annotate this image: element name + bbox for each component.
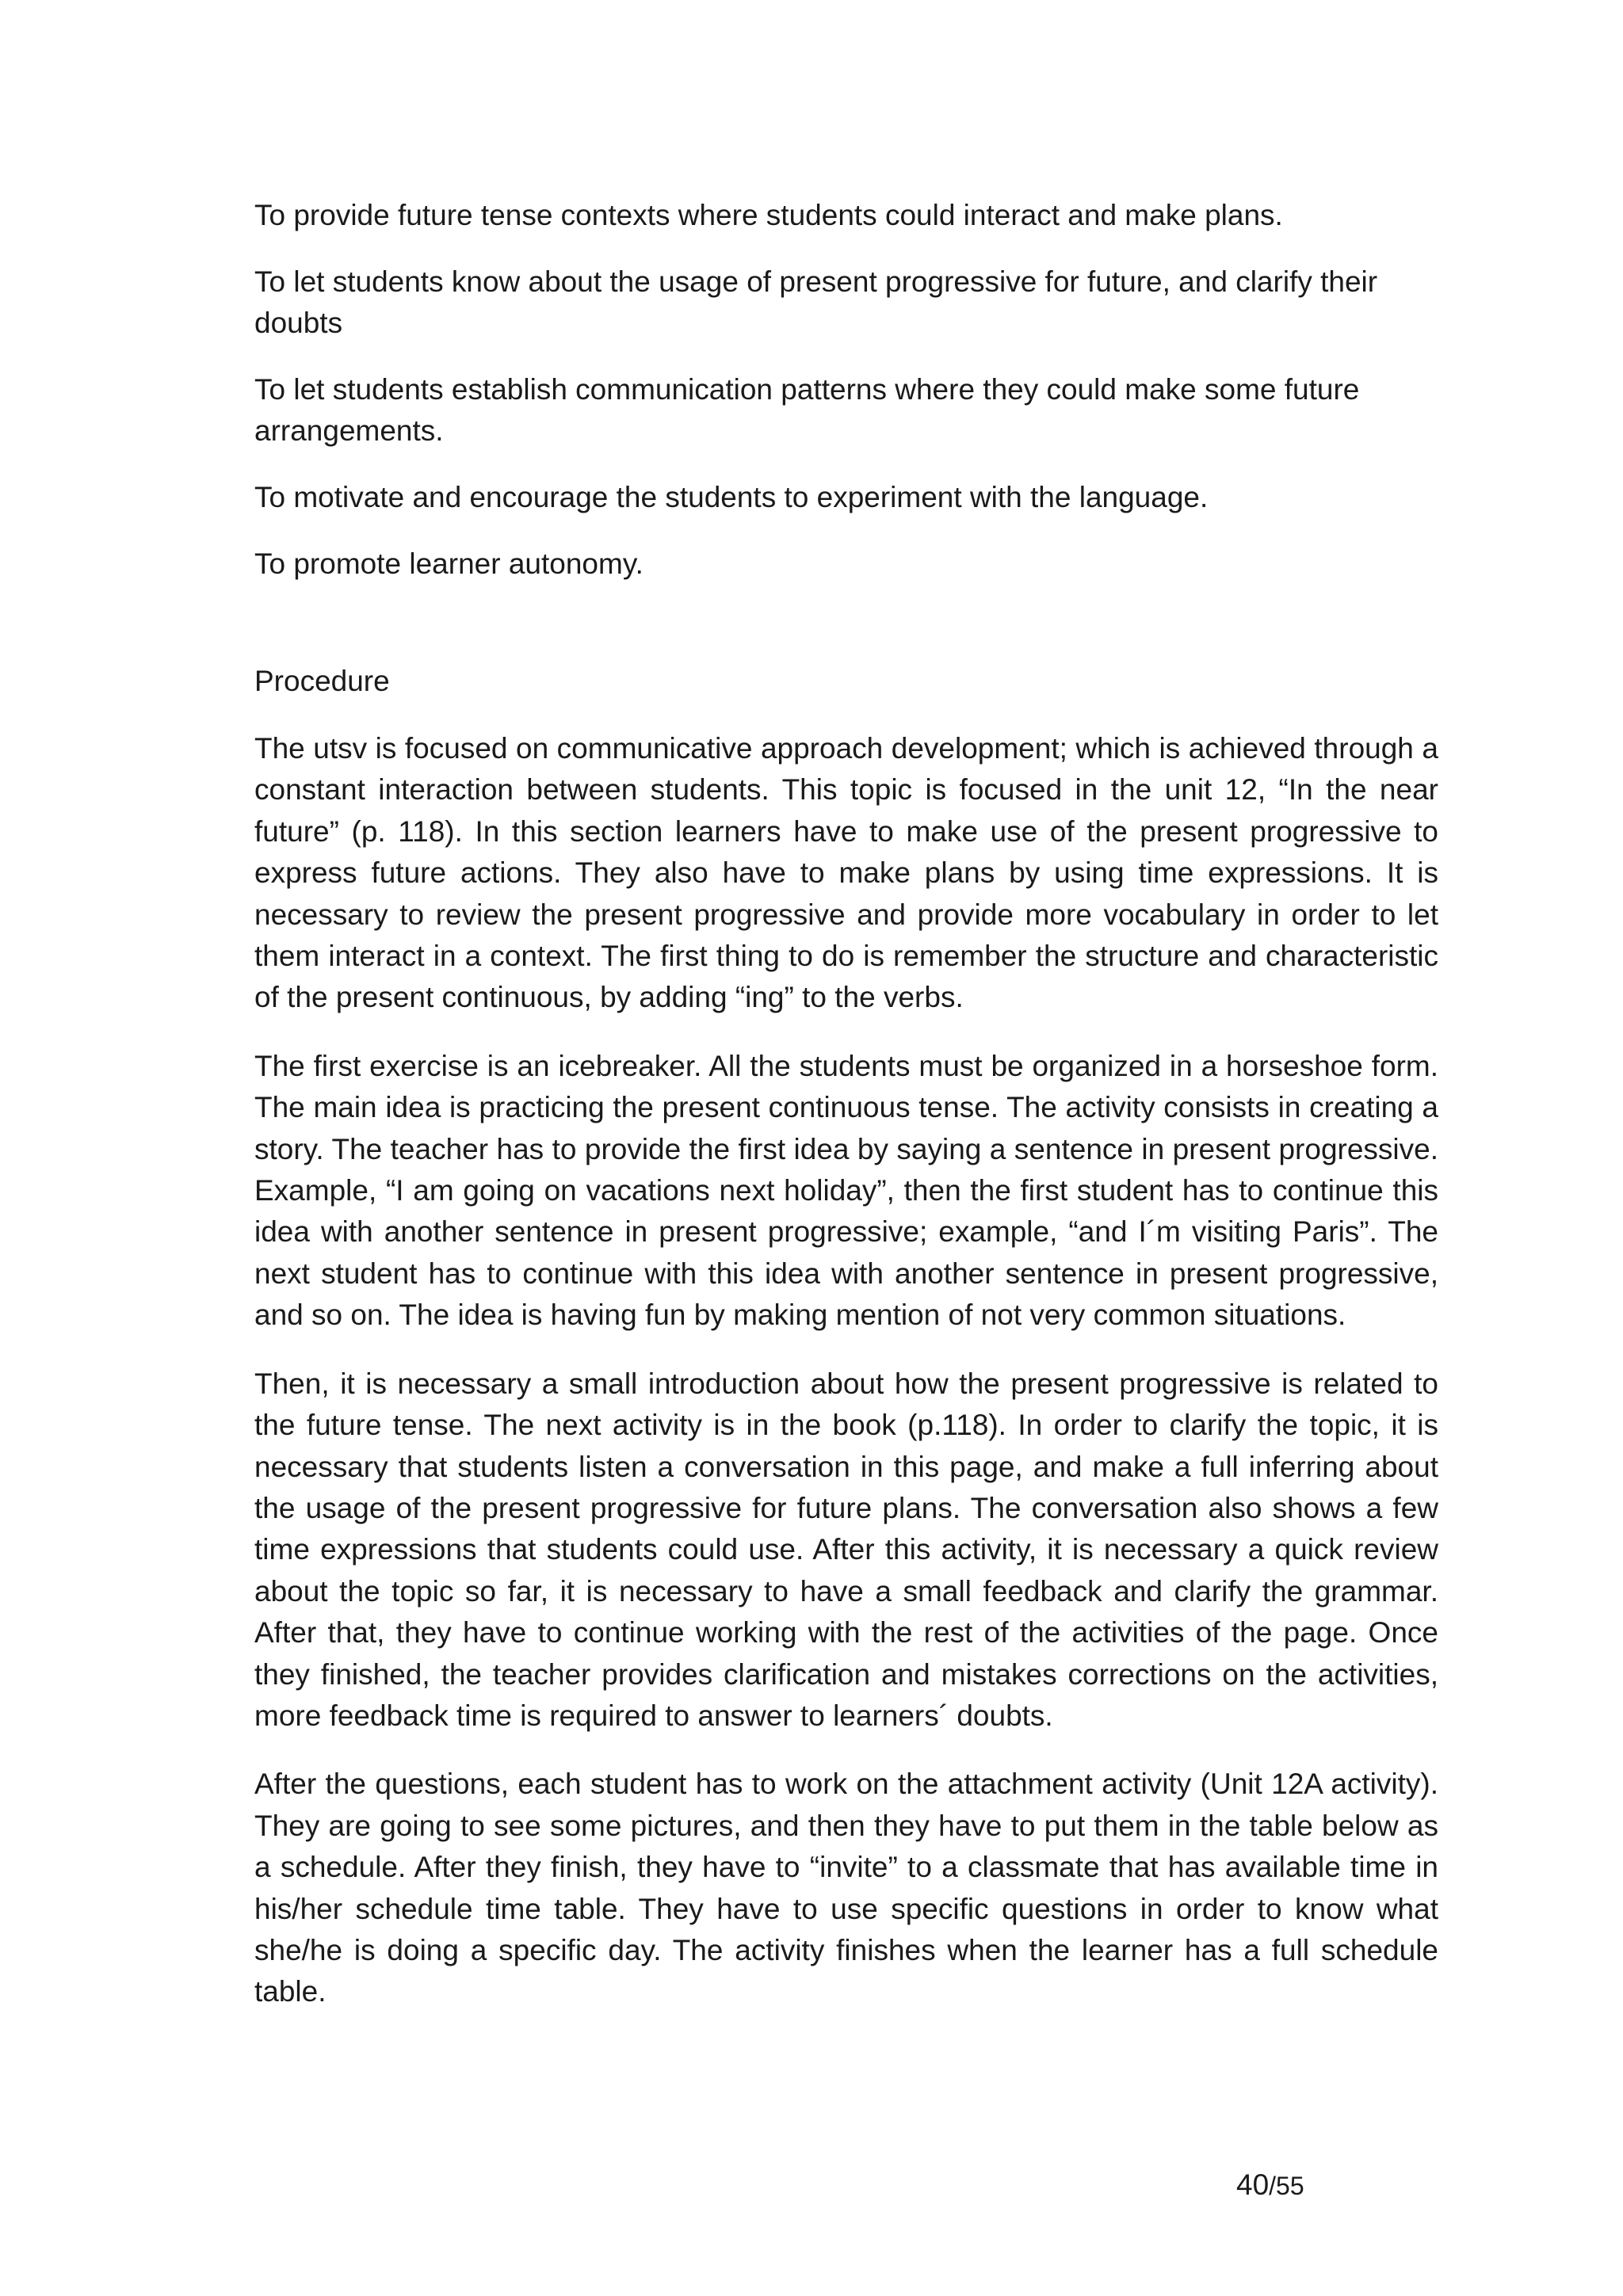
procedure-paragraph: After the questions, each student has to work on the attachment activity (Unit 12A activity). They are going to see some pictures, and then they have to put them in the table below as a schedule. After they finish, they have to “invite” to a classmate that has available time in his/her schedule time table. They have to use specific questions in order to know what she/he is doing a specific day. The activity finishes when the learner has a full schedule table. <box>254 1768 1438 2008</box>
procedure-paragraph: Then, it is necessary a small introduction about how the present progressive is related to the future tense. The next activity is in the book (p.118). In order to clarify the topic, it is necessary that students listen a conversation in this page, and make a full inferring about the usage of the present progressive for future plans. The conversation also shows a few time expressions that students could use. After this activity, it is necessary a quick review about the topic so far, it is necessary to have a small feedback and clarify the grammar. After that, they have to continue working with the rest of the activities of the page. Once they finished, the teacher provides clarification and mistakes corrections on the activities, more feedback time is required to answer to learners´ doubts. <box>254 1367 1438 1732</box>
objective-item: To motivate and encourage the students to experiment with the language. <box>254 481 1209 513</box>
objective-item: To provide future tense contexts where students could interact and make plans. <box>254 199 1283 231</box>
procedure-heading: Procedure <box>254 665 390 697</box>
objective-item: To promote learner autonomy. <box>254 547 643 580</box>
page-number-total: /55 <box>1269 2172 1304 2200</box>
objective-item: To let students know about the usage of present progressive for future, and clarify their doubts <box>254 265 1378 339</box>
objective-item: To let students establish communication patterns where they could make some future arrangements. <box>254 373 1360 447</box>
page-number <box>1236 2168 1304 2203</box>
procedure-paragraph: The utsv is focused on communicative approach development; which is achieved through a constant interaction between students. This topic is focused in the unit 12, “In the near future” (p. 118). In this section learners have to make use of the present progressive to express future actions. They also have to make plans by using time expressions. It is necessary to review the present progressive and provide more vocabulary in order to let them interact in a context. The first thing to do is remember the structure and characteristic of the present continuous, by adding “ing” to the verbs. <box>254 732 1438 1014</box>
procedure-paragraph: The first exercise is an icebreaker. All the students must be organized in a horseshoe form. The main idea is practicing the present continuous tense. The activity consists in creating a story. The teacher has to provide the first idea by saying a sentence in present progressive. Example, “I am going on vacations next holiday”, then the first student has to continue this idea with another sentence in present progressive; example, “and I´m visiting Paris”. The next student has to continue with this idea with another sentence in present progressive, and so on. The idea is having fun by making mention of not very common situations. <box>254 1049 1438 1332</box>
page-content <box>254 195 1438 2040</box>
page-number-current: 40 <box>1236 2168 1270 2201</box>
